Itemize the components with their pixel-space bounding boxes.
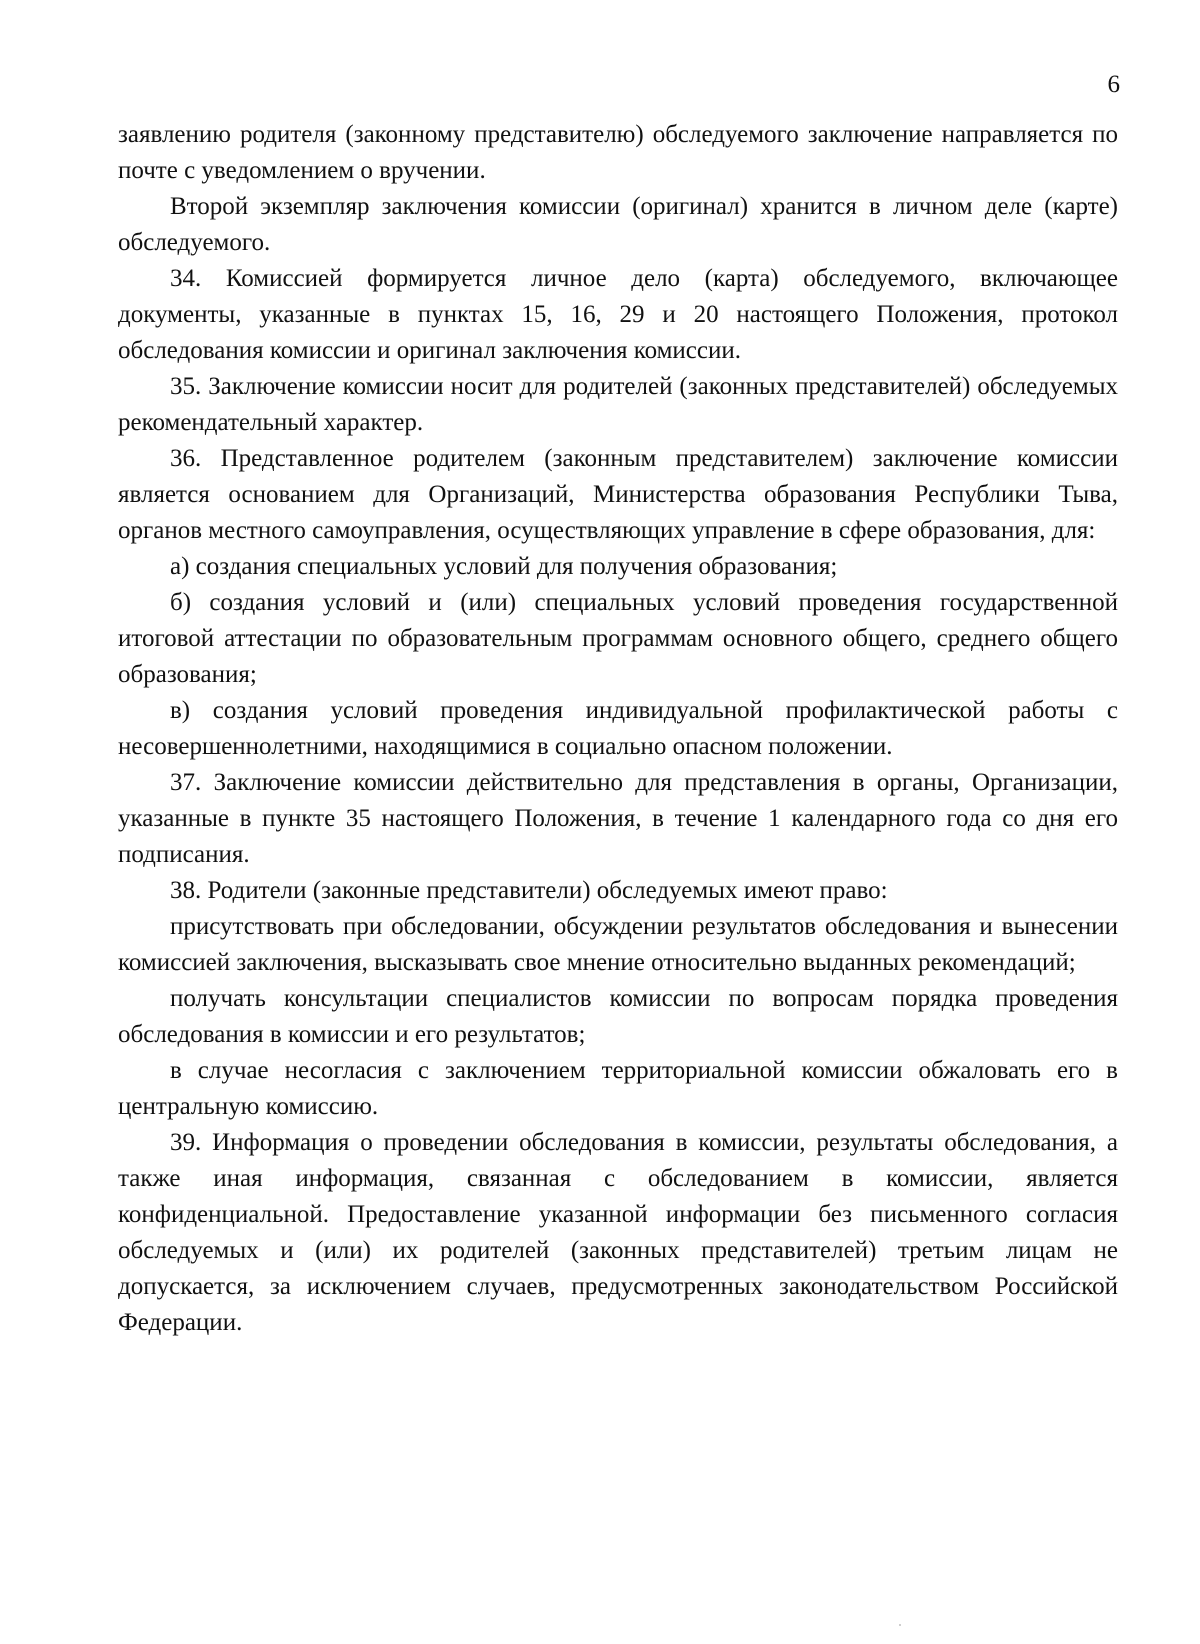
paragraph-item-36: 36. Представленное родителем (законным представителем) заключение комиссии является основанием для Организаций, Министерства образования Республики Тыва, органов местного самоуправления, осуществляющих управление в сфере образования, для: — [118, 445, 1118, 544]
paragraph-continuation: заявлению родителя (законному представителю) обследуемого заключение направляется по почте с уведомлением о вручении. — [118, 121, 1118, 184]
scan-artifact — [899, 1624, 901, 1626]
paragraph-right-appeal: в случае несогласия с заключением территориальной комиссии обжаловать его в центральную комиссию. — [118, 1057, 1118, 1120]
paragraph-item-39: 39. Информация о проведении обследования в комиссии, результаты обследования, а также иная информация, связанная с обследованием в комиссии, является конфиденциальной. Предоставление указанной информации без письменного согласия обследуемых и (или) их родителей (законных представителей) третьим лицам не допускается, за исключением случаев, предусмотренных законодательством Российской Федерации. — [118, 1129, 1118, 1336]
page-number: 6 — [1107, 71, 1120, 98]
paragraph-subitem-b: б) создания условий и (или) специальных условий проведения государственной итоговой аттестации по образовательным программам основного общего, среднего общего образования; — [118, 589, 1118, 688]
paragraph-item-38: 38. Родители (законные представители) обследуемых имеют право: — [170, 877, 888, 904]
paragraph-item-35: 35. Заключение комиссии носит для родителей (законных представителей) обследуемых рекомендательный характер. — [118, 373, 1118, 436]
paragraph-second-copy: Второй экземпляр заключения комиссии (оригинал) хранится в личном деле (карте) обследуемого. — [118, 193, 1118, 256]
paragraph-right-attend: присутствовать при обследовании, обсуждении результатов обследования и вынесении комиссией заключения, высказывать свое мнение относительно выданных рекомендаций; — [118, 913, 1118, 976]
paragraph-right-consult: получать консультации специалистов комиссии по вопросам порядка проведения обследования в комиссии и его результатов; — [118, 985, 1118, 1048]
document-body — [118, 117, 1118, 1341]
paragraph-subitem-v: в) создания условий проведения индивидуальной профилактической работы с несовершеннолетними, находящимися в социально опасном положении. — [118, 697, 1118, 760]
paragraph-item-37: 37. Заключение комиссии действительно для представления в органы, Организации, указанные в пункте 35 настоящего Положения, в течение 1 календарного года со дня его подписания. — [118, 769, 1118, 868]
paragraph-subitem-a: а) создания специальных условий для получения образования; — [170, 553, 838, 580]
paragraph-item-34: 34. Комиссией формируется личное дело (карта) обследуемого, включающее документы, указанные в пунктах 15, 16, 29 и 20 настоящего Положения, протокол обследования комиссии и оригинал заключения комиссии. — [118, 265, 1118, 364]
